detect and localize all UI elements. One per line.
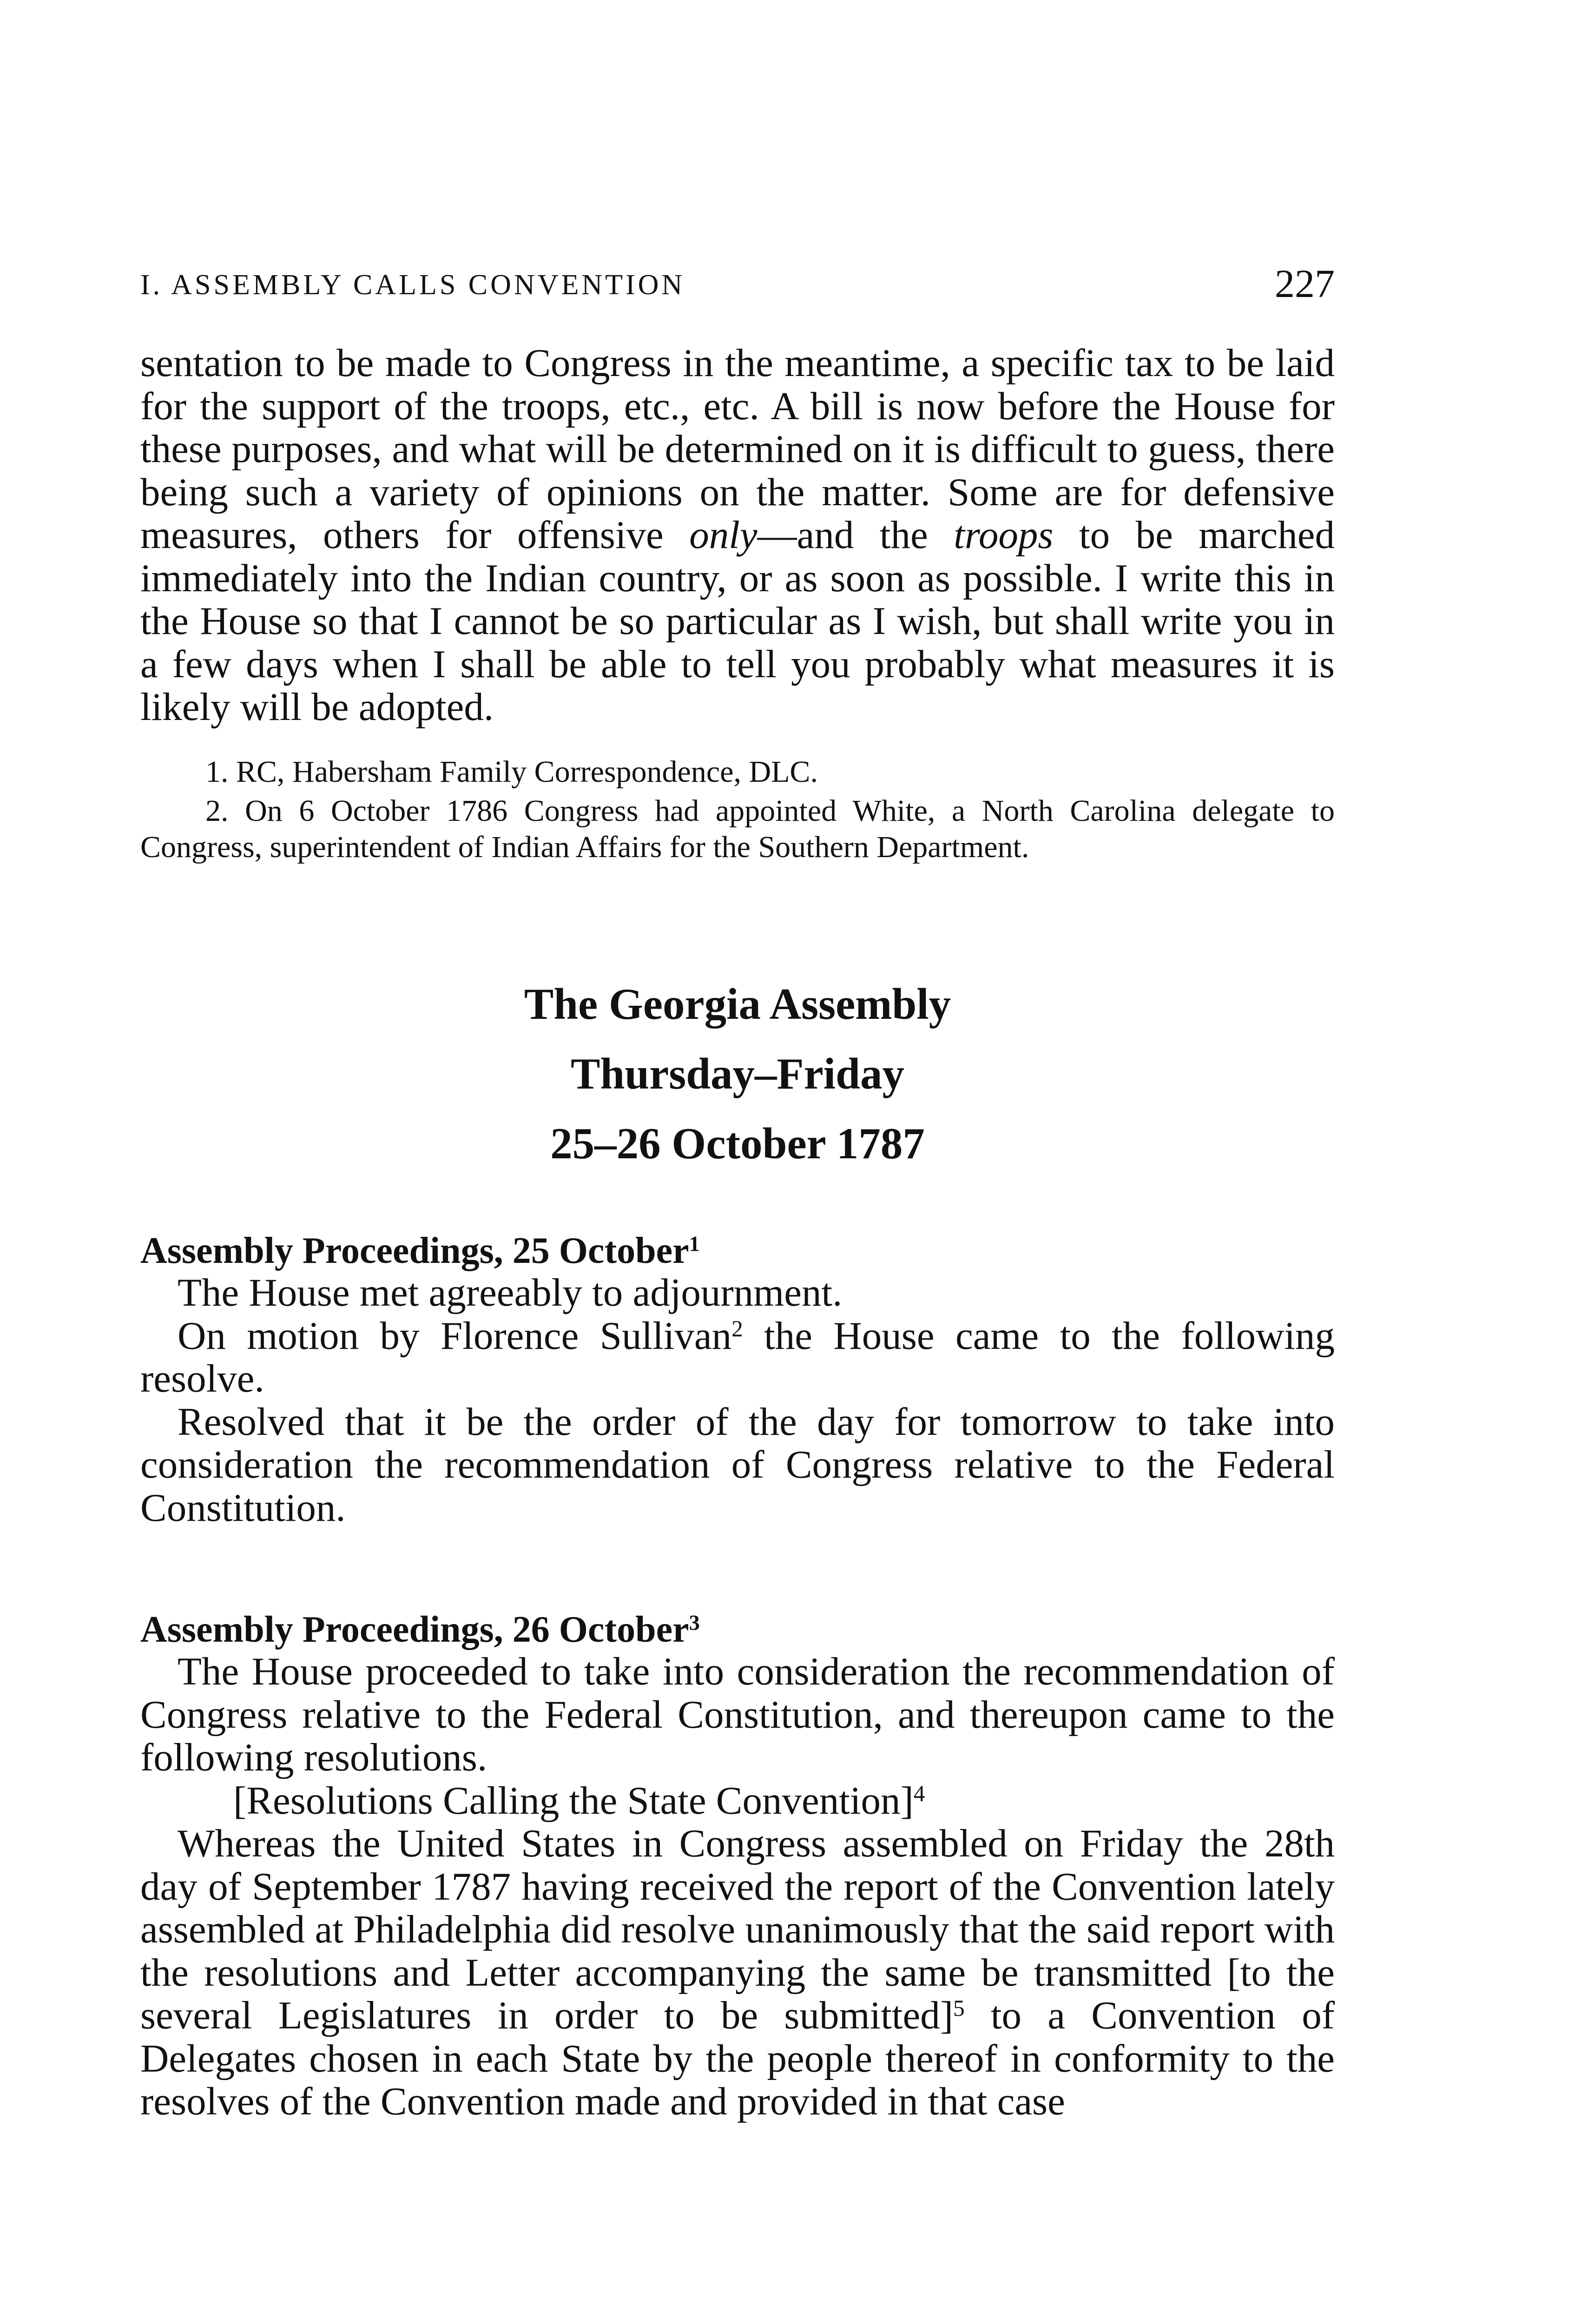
proceedings-26-paragraph-2-start: Whereas the United States in Congress assembled on Friday the 28th day of September 1787 having received the report of the Convention lately assembled at Philadelphia did resolve unanimously that the said report with the resolutions and Letter accompanying the same be transmitted [to the several Legislatures in order to be submitted] <box>140 1822 1335 2037</box>
resolutions-subheading-text: [Resolutions Calling the State Convention] <box>233 1778 914 1822</box>
proceedings-26-paragraph-2 <box>140 1822 1335 2123</box>
continued-paragraph <box>140 342 1335 729</box>
continued-text-part-2: —and the <box>757 513 954 557</box>
continued-text-part-3: to be marched immediately into the Indian country, or as soon as possible. I write this in the House so that I cannot be so particular as I wish, but shall write you in a few days when I shall be able to tell you probably what measures it is likely will be adopted. <box>140 513 1335 729</box>
continued-letter-text <box>140 342 1335 729</box>
footnote-1: 1. RC, Habersham Family Correspondence, DLC. <box>205 755 818 789</box>
resolutions-subheading-note: 4 <box>913 1780 925 1806</box>
footnotes <box>140 754 1335 865</box>
document-heading <box>140 969 1335 1178</box>
page-number: 227 <box>1275 261 1335 306</box>
heading-line-2: Thursday–Friday <box>571 1049 904 1098</box>
proceedings-26-body <box>140 1650 1335 2123</box>
footnote-2: 2. On 6 October 1786 Congress had appointed White, a North Carolina delegate to Congress, superintendent of Indian Affairs for the Southern Department. <box>140 794 1335 864</box>
proceedings-25-paragraph-2-end: the House came to the following resolve. <box>140 1314 1335 1400</box>
resolutions-subheading <box>140 1779 1335 1822</box>
proceedings-25-paragraph-2 <box>140 1314 1335 1400</box>
proceedings-25-paragraph-3: Resolved that it be the order of the day for tomorrow to take into consideration the recommendation of Congress relative to the Federal Constitution. <box>140 1400 1335 1530</box>
proceedings-26-paragraph-1: The House proceeded to take into consideration the recommendation of Congress relative to the Federal Constitution, and thereupon came to the following resolutions. <box>140 1650 1335 1779</box>
proceedings-25-title-text: Assembly Proceedings, 25 October <box>140 1230 689 1272</box>
proceedings-25-body <box>140 1271 1335 1529</box>
proceedings-26-paragraph-2-end: to a Convention of Delegates chosen in each State by the people thereof in conformity to the resolves of the Convention made and provided in that case <box>140 1994 1335 2123</box>
italic-troops: troops <box>954 513 1054 557</box>
italic-only: only <box>689 513 758 557</box>
proceedings-26-title-text: Assembly Proceedings, 26 October <box>140 1609 689 1651</box>
proceedings-26-paragraph-2-note: 5 <box>953 1995 965 2021</box>
proceedings-26-title-note: 3 <box>689 1611 700 1635</box>
heading-line-1: The Georgia Assembly <box>524 979 951 1029</box>
proceedings-25-paragraph-2-note: 2 <box>731 1315 743 1341</box>
proceedings-25-title <box>140 1230 1335 1272</box>
proceedings-26-title <box>140 1609 1335 1651</box>
continued-text-part-1: sentation to be made to Congress in the meantime, a specific tax to be laid for the support of the troops, etc., etc. A bill is now before the House for these purposes, and what will be determined on it is difficult to guess, there being such a variety of opinions on the matter. Some are for defensive measures, others for offensive <box>140 341 1335 557</box>
proceedings-25-paragraph-2-start: On motion by Florence Sullivan <box>178 1314 732 1358</box>
running-title: I. ASSEMBLY CALLS CONVENTION <box>140 269 685 301</box>
running-head <box>140 260 1335 311</box>
proceedings-25-title-note: 1 <box>689 1232 700 1256</box>
heading-line-3: 25–26 October 1787 <box>550 1119 925 1168</box>
proceedings-25-paragraph-1: The House met agreeably to adjournment. <box>178 1271 843 1314</box>
